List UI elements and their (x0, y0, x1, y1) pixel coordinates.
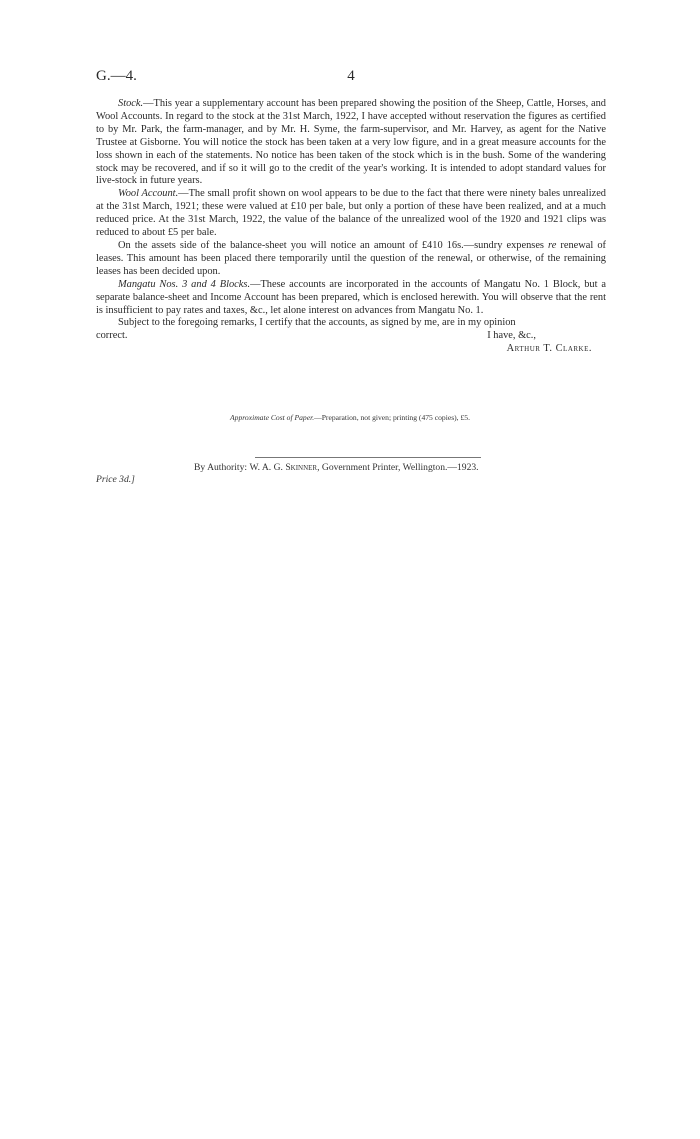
paragraph-heading: Stock. (118, 98, 144, 109)
paragraph-mangatu (96, 279, 606, 318)
sign-off: I have, &c., (487, 330, 536, 342)
paragraph-wool-account (96, 188, 606, 240)
paragraph-text: —The small profit shown on wool appears to be due to the fact that there were ninety bales unrealized at the 31st March, 1921; these were valued at £10 per bale, but only a portion of these have been realized, and at a much reduced price. At the 31st March, 1922, the value of the balance of the unrealized wool of the 1920 and 1921 clips was reduced to about £5 per bale. (96, 188, 606, 239)
cost-note (0, 413, 700, 422)
paragraph-closing: Subject to the foregoing remarks, I certify that the accounts, as signed by me, are in my opinion (118, 317, 516, 329)
authority-prefix: By Authority: (194, 462, 250, 473)
closing-last-word: correct. (96, 330, 128, 342)
divider (255, 457, 481, 458)
authority-suffix: , Government Printer, Wellington.—1923. (317, 462, 479, 473)
printer-name: W. A. G. Skinner (249, 462, 318, 473)
cost-text: —Preparation, not given; printing (475 copies), £5. (314, 413, 470, 422)
paragraph-assets (96, 240, 606, 279)
paragraph-heading: Mangatu Nos. 3 and 4 Blocks. (118, 278, 251, 290)
paragraph-stock (96, 98, 606, 188)
paragraph-heading: Wool Account. (118, 188, 179, 200)
signature (96, 343, 606, 356)
page-number: 4 (347, 68, 355, 84)
paragraph-text: —This year a supplementary account has been prepared showing the position of the Sheep, Cattle, Horses, and Wool Accounts. In regard to the stock at the 31st March, 1922, I have accepted without reservation the figures as certified to by Mr. Park, the farm-manager, and by Mr. H. Syme, the farm-supervisor, and Mr. Harvey, as agent for the Native Trustee at Gisborne. You will notice the stock has been taken at a very low figure, and in a great measure accounts for the loss shown in each of the statements. No notice has been taken of the stock which is in the bush. Some of the wandering stock may be recovered, and if so it will go to the credit of the year's working. It is intended to adopt standard values for live-stock in future years. (96, 98, 606, 187)
authority-line (194, 462, 479, 473)
price: Price 3d.] (96, 474, 135, 485)
running-head (96, 68, 606, 88)
paragraph-text: On the assets side of the balance-sheet you will notice an amount of £410 16s.—sundry expenses (118, 239, 549, 251)
cost-label: Approximate Cost of Paper. (230, 413, 315, 422)
document-reference: G.—4. (96, 68, 137, 84)
signature-name: Arthur T. Clarke. (506, 343, 592, 355)
paragraph-text: renewal of leases. This amount has been placed there temporarily until the question of the renewal, or otherwise, of the remaining leases has been decided upon. (96, 239, 606, 277)
closing-line (96, 330, 606, 343)
body-text (96, 98, 606, 356)
paragraph-re: re (548, 239, 557, 251)
paragraph-text: —These accounts are incorporated in the accounts of Mangatu No. 1 Block, but a separate balance-sheet and Income Account has been prepared, which is enclosed herewith. You will observe that the rent is insufficient to pay rates and taxes, &c., let alone interest on advances from Mangatu No. 1. (96, 278, 607, 316)
